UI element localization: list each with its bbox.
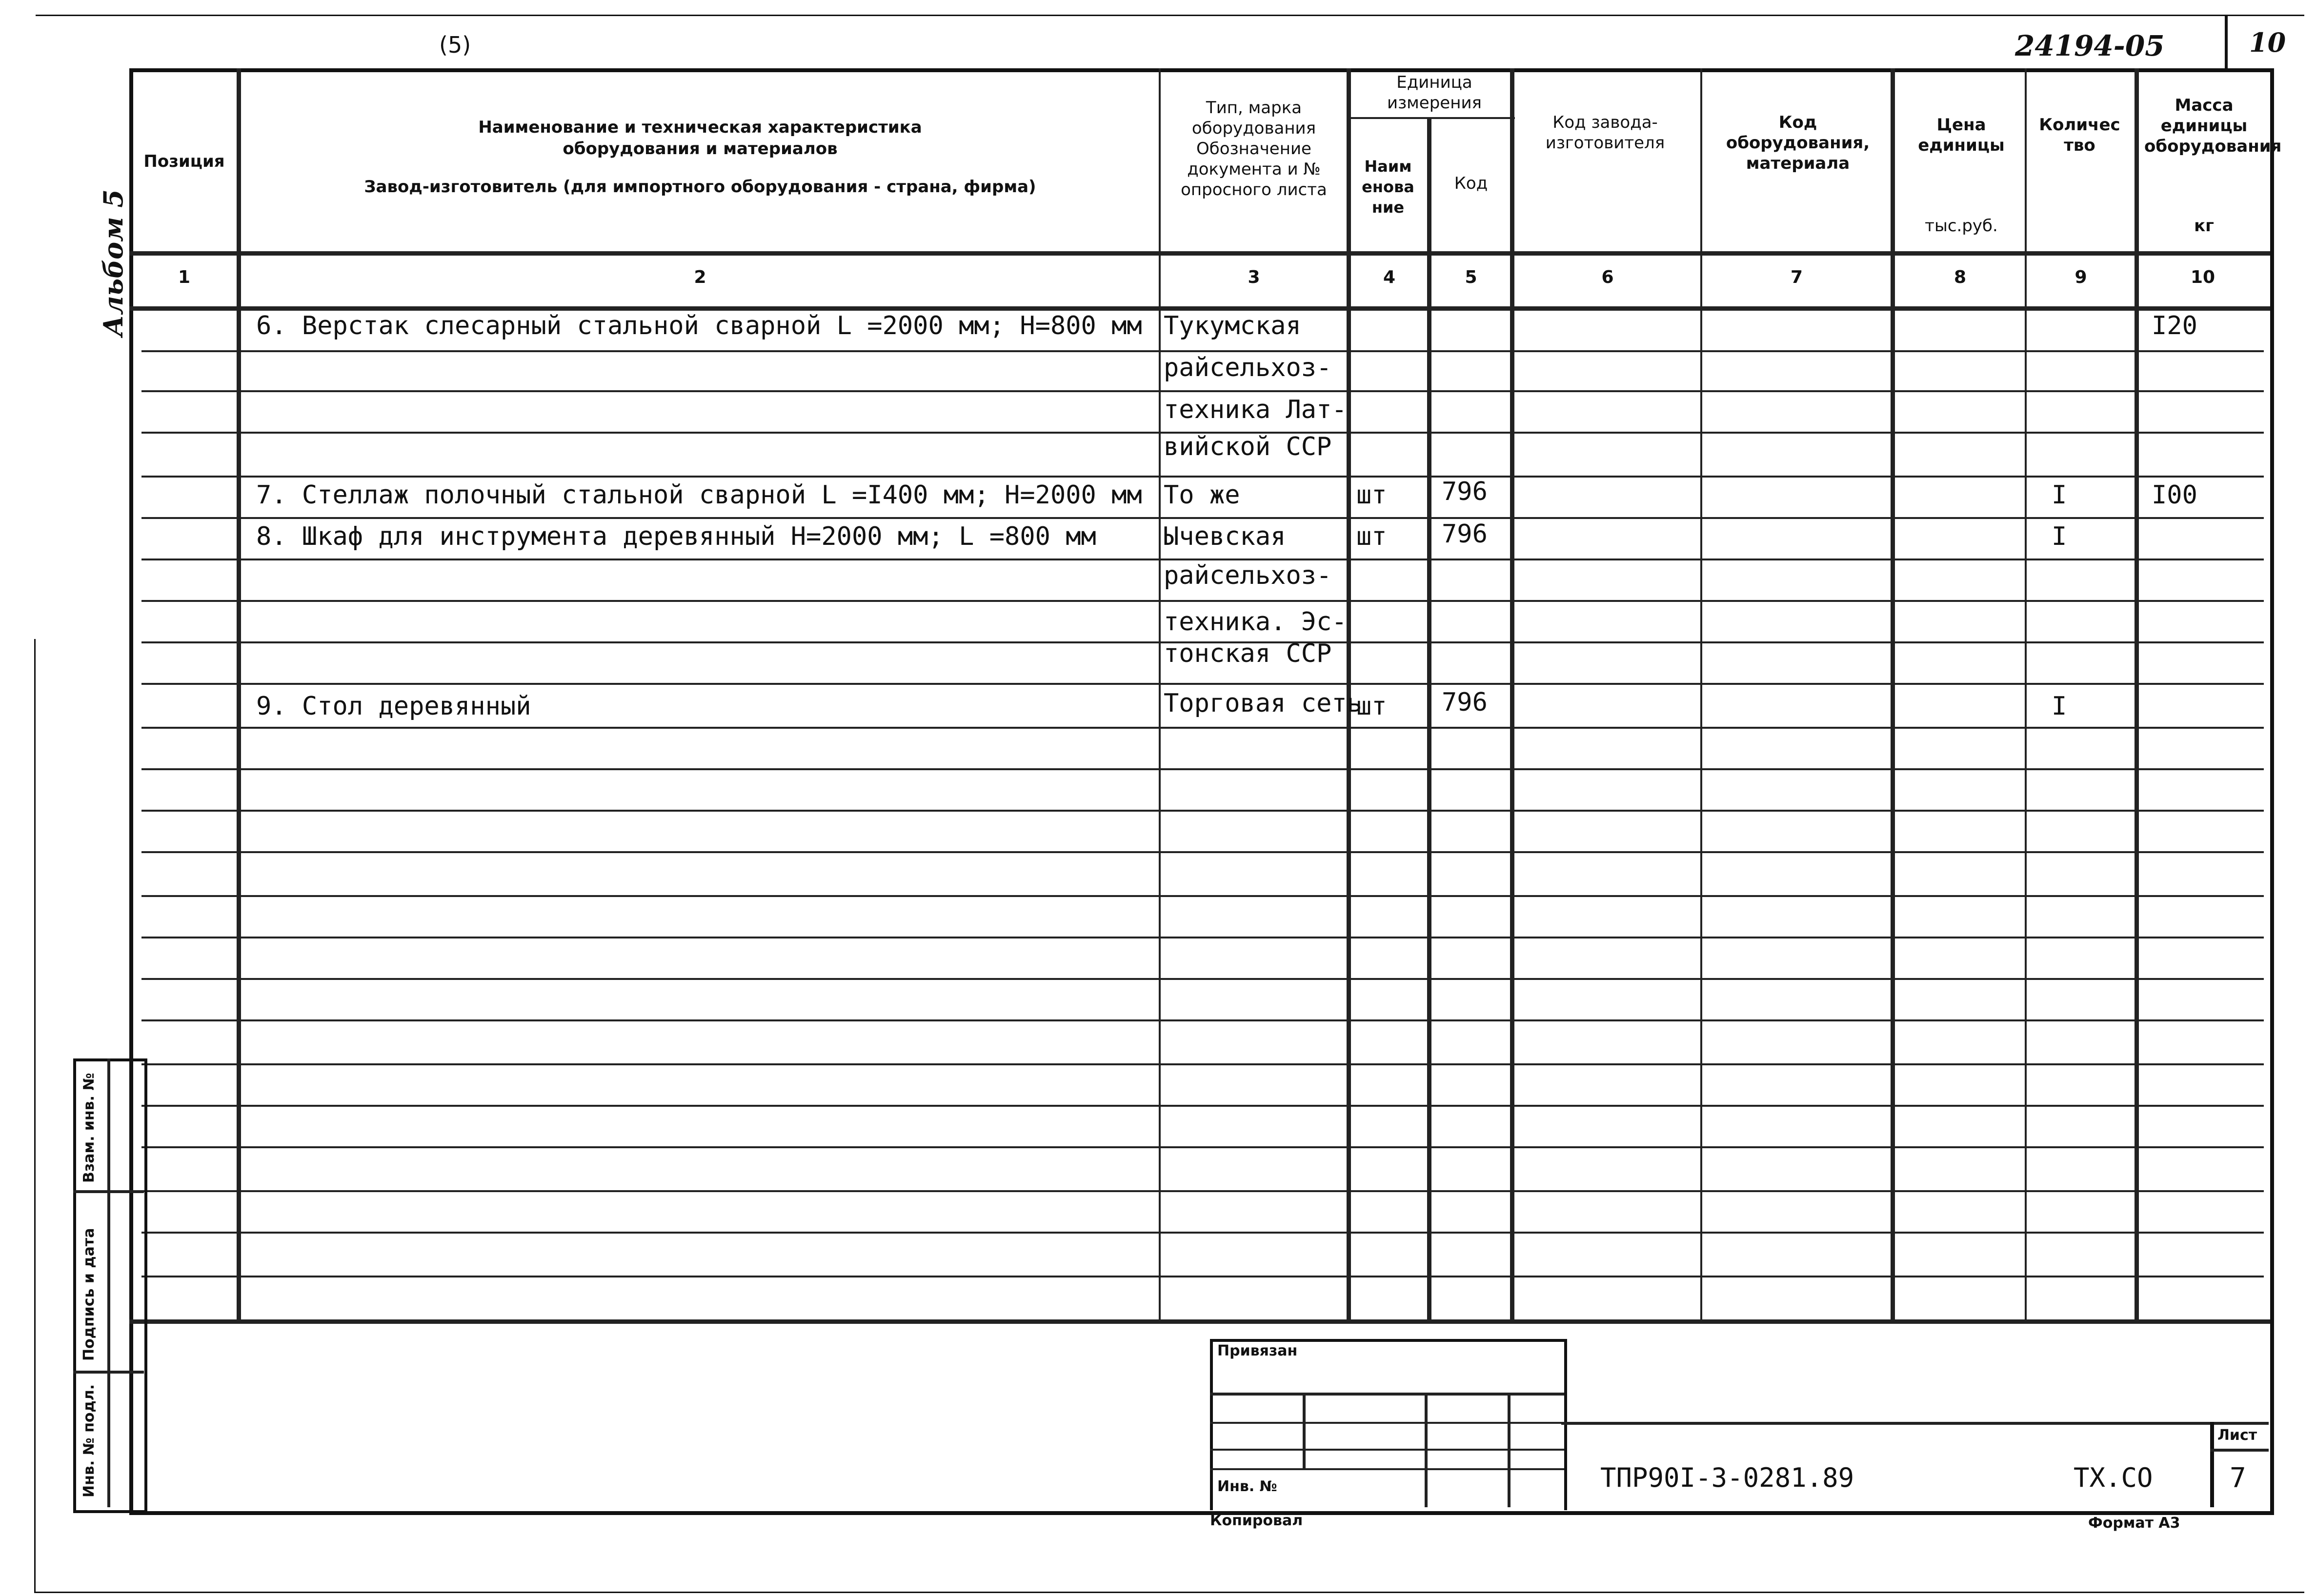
col-number-7: 7 bbox=[1790, 267, 1803, 287]
row-8-type-1: Ычевская bbox=[1164, 522, 1286, 551]
col-line-5 bbox=[1510, 68, 1514, 1319]
stamp-tied: Привязан bbox=[1217, 1342, 1298, 1359]
header-unit-name: Наименование bbox=[1362, 157, 1414, 217]
body-row-line bbox=[141, 1146, 2264, 1148]
header-name-line3: Завод-изготовитель (для импортного оборудования - страна, фирма) bbox=[364, 177, 1036, 197]
header-unit-group: Единица измерения bbox=[1387, 73, 1482, 113]
body-row-line bbox=[141, 1063, 2264, 1065]
header-quantity: Количество bbox=[2039, 115, 2120, 155]
row-7-code: 796 bbox=[1442, 477, 1488, 506]
body-row-line bbox=[141, 559, 2264, 560]
stamp-line-2 bbox=[1210, 1422, 1564, 1424]
col-line-8 bbox=[2025, 68, 2027, 1319]
row-9-name: 9. Стол деревянный bbox=[256, 692, 531, 721]
header-price-unit: тыс.руб. bbox=[1925, 216, 1998, 236]
row-6-name: 6. Верстак слесарный стальной сварной L =2000 мм; H=800 мм bbox=[256, 311, 1142, 340]
stamp-vline-1 bbox=[1303, 1393, 1306, 1468]
row-9-type-1: Торговая сеть bbox=[1164, 689, 1362, 718]
handwritten-code: 24194-05 bbox=[2015, 29, 2165, 62]
row-6-type-2: райсельхоз- bbox=[1164, 353, 1332, 382]
side-label-inv-replace: Взам. инв. № bbox=[81, 1073, 98, 1183]
row-9-unit: шт bbox=[1356, 692, 1387, 721]
col-number-3: 3 bbox=[1248, 267, 1260, 287]
row-8-unit: шт bbox=[1356, 522, 1387, 551]
stamp-line-3 bbox=[1210, 1449, 1564, 1451]
row-7-unit: шт bbox=[1356, 480, 1387, 510]
section-mark: (5) bbox=[439, 32, 471, 58]
body-row-line bbox=[141, 895, 2264, 897]
col-line-1 bbox=[237, 68, 241, 1319]
col-line-9 bbox=[2135, 68, 2139, 1319]
body-row-line bbox=[141, 768, 2264, 770]
row-8-type-4: тонская ССР bbox=[1164, 639, 1332, 668]
header-bottom-line bbox=[129, 251, 2270, 256]
row-6-type-3: техника Лат- bbox=[1164, 395, 1347, 424]
col-number-2: 2 bbox=[694, 267, 706, 287]
side-label-inv-original: Инв. № подл. bbox=[81, 1384, 98, 1497]
row-7-name: 7. Стеллаж полочный стальной сварной L =I400 мм; H=2000 мм bbox=[256, 480, 1142, 510]
col-number-8: 8 bbox=[1953, 267, 1967, 287]
row-9-qty: I bbox=[2052, 692, 2067, 721]
col-line-4 bbox=[1427, 117, 1431, 1319]
header-type: Тип, марка оборудования Обозначение документа и № опросного листа bbox=[1181, 98, 1327, 200]
row-8-qty: I bbox=[2052, 522, 2067, 551]
row-8-name: 8. Шкаф для инструмента деревянный H=2000 мм; L =800 мм bbox=[256, 522, 1096, 551]
body-row-line bbox=[141, 1019, 2264, 1021]
stamp-mark: ТХ.СО bbox=[2074, 1462, 2153, 1493]
row-7-type-1: То же bbox=[1164, 480, 1240, 510]
header-factory-code: Код завода-изготовителя bbox=[1545, 113, 1665, 153]
col-line-7 bbox=[1891, 68, 1895, 1319]
col-number-6: 6 bbox=[1601, 267, 1614, 287]
row-8-type-3: техника. Эс- bbox=[1164, 607, 1347, 637]
body-row-line bbox=[141, 350, 2264, 352]
side-label-signature-date: Подпись и дата bbox=[81, 1228, 98, 1361]
col-line-2 bbox=[1159, 68, 1161, 1319]
title-block-top bbox=[1561, 1422, 2269, 1425]
stamp-sheet-label: Лист bbox=[2217, 1427, 2257, 1444]
row-6-type-4: вийской ССР bbox=[1164, 432, 1332, 461]
stamp-line-1 bbox=[1210, 1393, 1564, 1396]
body-row-line bbox=[141, 683, 2264, 685]
header-name-line2: оборудования и материалов bbox=[563, 139, 838, 159]
body-row-line bbox=[141, 1190, 2264, 1192]
sheet-box-divider bbox=[2210, 1449, 2269, 1452]
header-name-line1: Наименование и техническая характеристика bbox=[478, 118, 922, 137]
body-row-line bbox=[141, 851, 2264, 853]
header-position: Позиция bbox=[143, 152, 225, 171]
side-stamp-line-2 bbox=[73, 1371, 144, 1374]
body-row-line bbox=[141, 727, 2264, 729]
header-mass: Масса единицы оборудования bbox=[2144, 96, 2282, 156]
row-8-type-2: райсельхоз- bbox=[1164, 561, 1332, 590]
body-row-line bbox=[141, 978, 2264, 980]
album-label: Альбом 5 bbox=[98, 189, 129, 337]
row-7-qty: I bbox=[2052, 480, 2067, 510]
body-row-line bbox=[141, 810, 2264, 812]
numbers-bottom-line bbox=[129, 306, 2270, 311]
stamp-sheet-number: 7 bbox=[2230, 1462, 2246, 1494]
col-number-1: 1 bbox=[178, 267, 191, 287]
page-frame-left-gap bbox=[34, 15, 36, 639]
header-mass-unit: кг bbox=[2194, 216, 2214, 236]
stamp-inv-no: Инв. № bbox=[1217, 1478, 1277, 1495]
col-number-9: 9 bbox=[2074, 267, 2087, 287]
body-row-line bbox=[141, 390, 2264, 392]
row-6-type-1: Тукумская bbox=[1164, 311, 1301, 340]
stamp-vline-3 bbox=[1508, 1393, 1510, 1507]
stamp-doc-code: ТПР90I-3-0281.89 bbox=[1600, 1462, 1854, 1493]
col-line-6 bbox=[1700, 68, 1702, 1319]
header-material-code: Код оборудования, материала bbox=[1726, 113, 1870, 173]
body-row-line bbox=[141, 1105, 2264, 1107]
body-row-line bbox=[141, 600, 2264, 602]
body-row-line bbox=[141, 1232, 2264, 1234]
col-number-10: 10 bbox=[2190, 267, 2215, 287]
stamp-copied: Копировал bbox=[1210, 1512, 1303, 1529]
body-row-line bbox=[141, 476, 2264, 478]
row-7-mass: I00 bbox=[2152, 480, 2197, 510]
side-stamp-line-1 bbox=[73, 1190, 144, 1193]
stamp-line-4 bbox=[1210, 1468, 1564, 1470]
page-number: 10 bbox=[2249, 27, 2286, 58]
header-unit-code: Код bbox=[1454, 174, 1488, 193]
row-6-mass: I20 bbox=[2152, 311, 2197, 340]
row-8-code: 796 bbox=[1442, 519, 1488, 549]
stamp-vline-2 bbox=[1425, 1393, 1428, 1507]
stamp-format: Формат А3 bbox=[2088, 1515, 2180, 1532]
row-9-code: 796 bbox=[1442, 688, 1488, 717]
header-price: Цена единицы bbox=[1918, 115, 2005, 155]
body-row-line bbox=[141, 1276, 2264, 1277]
body-row-line bbox=[141, 517, 2264, 519]
body-bottom-line bbox=[129, 1319, 2270, 1324]
side-stamp-divider bbox=[107, 1058, 110, 1507]
col-number-5: 5 bbox=[1465, 267, 1477, 287]
col-number-4: 4 bbox=[1383, 267, 1396, 287]
body-row-line bbox=[141, 937, 2264, 938]
